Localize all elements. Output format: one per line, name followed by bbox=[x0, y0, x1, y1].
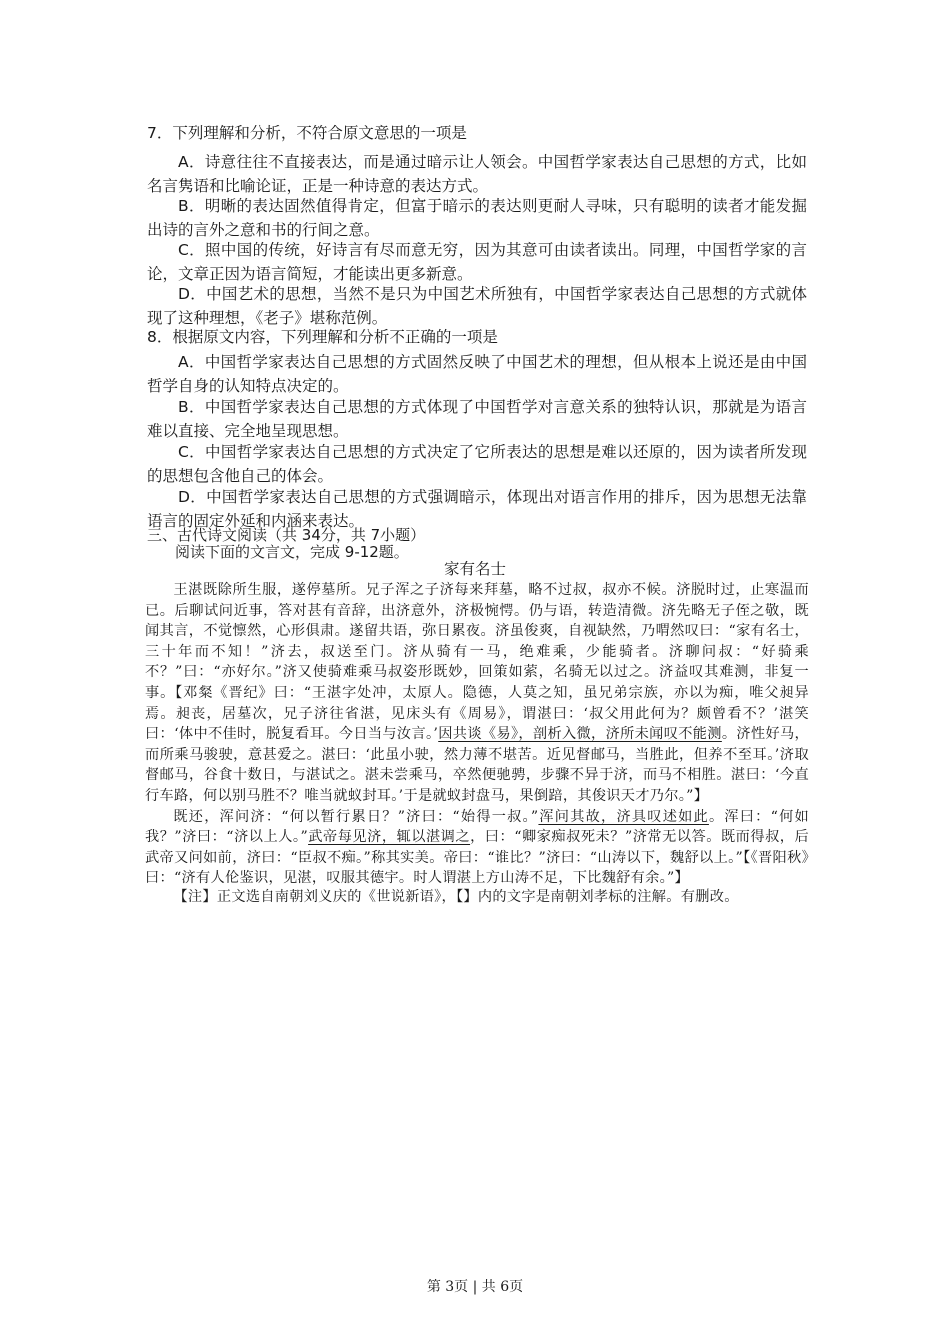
passage-paragraph-1: 王湛既除所生服，遂停墓所。兄子浑之子济每来拜墓，略不过叔，叔亦不候。济脱时过，止寒温而已。后聊试问近事，答对甚有音辞，出济意外，济极惋愕。仍与语，转造清微。济先略无子侄之敬，既闻其言，不觉懔然，心形俱肃。遂留共语，弥日累夜。济虽俊爽，自视缺然，乃喟然叹曰：“家有名士，三十年而不知！”济去，叔送至门。济从骑有一马，绝难乘，少能骑者。济聊问叔：“好骑乘不？”曰：“亦好尔。”济又使骑难乘马叔姿形既妙，回策如萦，名骑无以过之。济益叹其难测，非复一事。【邓粲《晋纪》曰：“王湛字处冲，太原人。隐德，人莫之知，虽兄弟宗族，亦以为痴，唯父昶异焉。昶丧，居墓次，兄子济往省湛，见床头有《周易》，谓湛曰：‘叔父用此何为？颇曾看不？’湛笑曰：‘体中不佳时，脱复看耳。今日当与汝言。’因共谈《易》，剖析入微，济所未闻叹不能测。济性好马，而所乘马骏驶，意甚爱之。湛曰：‘此虽小驶，然力薄不堪苦。近见督邮马，当胜此，但养不至耳。’济取督邮马，谷食十数日，与湛试之。湛未尝乘马，卒然便驰骋，步骤不异于济，而马不相胜。湛曰：‘今直行车路，何以别马胜不？唯当就蚁封耳。’于是就蚁封盘马，果倒踣，其俊识天才乃尔。”】 bbox=[145, 582, 809, 804]
question-8-option-d: D．中国哲学家表达自己思想的方式强调暗示，体现出对语言作用的排斥，因为思想无法靠语言的固定外延和内涵来表达。 bbox=[147, 488, 807, 530]
passage-note: 【注】正文选自南朝刘义庆的《世说新语》，【】内的文字是南朝刘孝标的注解。有删改。 bbox=[173, 889, 739, 905]
underlined-sentence: 浑问其故，济具叹述如此 bbox=[538, 808, 709, 825]
question-8-option-a: A．中国哲学家表达自己思想的方式固然反映了中国艺术的理想，但从根本上说还是由中国哲学自身的认知特点决定的。 bbox=[147, 353, 807, 395]
passage-body bbox=[145, 580, 809, 889]
section-3-heading: 三、古代诗文阅读（共 34分，共 7小题） bbox=[147, 526, 426, 544]
passage-title: 家有名士 bbox=[443, 560, 506, 578]
question-8-title: 8．根据原文内容，下列理解和分析不正确的一项是 bbox=[147, 328, 498, 346]
underlined-sentence: 因共谈《易》，剖析入微，济所未闻叹不能测 bbox=[438, 726, 722, 743]
passage-paragraph-2: 既还，浑问济：“何以暂行累日？”济曰：“始得一叔。”浑问其故，济具叹述如此。浑曰：“何如我？”济曰：“济以上人。”武帝每见济，辄以湛调之，曰：“卿家痴叔死未？”济常无以答。既而得叔，后武帝又问如前，济曰：“臣叔不痴。”称其实美。帝曰：“谁比？”济曰：“山涛以下，魏舒以上。”【《晋阳秋》曰：“济有人伦鉴识，见湛，叹服其德宇。时人谓湛上方山涛不足，下比魏舒有余。”】 bbox=[145, 808, 809, 887]
page-footer: 第 3页 | 共 6页 bbox=[426, 1279, 524, 1295]
question-8-option-c: C．中国哲学家表达自己思想的方式决定了它所表达的思想是难以还原的，因为读者所发现的思想包含他自己的体会。 bbox=[147, 443, 807, 485]
question-7-option-d: D．中国艺术的思想，当然不是只为中国艺术所独有，中国哲学家表达自己思想的方式就体现了这种理想，《老子》堪称范例。 bbox=[147, 285, 807, 327]
question-7-option-c: C．照中国的传统，好诗言有尽而意无穷，因为其意可由读者读出。同理，中国哲学家的言论，文章正因为语言简短，才能读出更多新意。 bbox=[147, 241, 807, 283]
question-7-option-b: B．明晰的表达固然值得肯定，但富于暗示的表达则更耐人寻味，只有聪明的读者才能发掘出诗的言外之意和书的行间之意。 bbox=[147, 197, 807, 239]
question-8-option-b: B．中国哲学家表达自己思想的方式体现了中国哲学对言意关系的独特认识，那就是为语言难以直接、完全地呈现思想。 bbox=[147, 398, 807, 440]
question-7-title: 7．下列理解和分析，不符合原文意思的一项是 bbox=[147, 124, 467, 142]
section-3-instruction: 阅读下面的文言文，完成 9-12题。 bbox=[175, 543, 409, 561]
question-7-option-a: A．诗意往往不直接表达，而是通过暗示让人领会。中国哲学家表达自己思想的方式，比如名言隽语和比喻论证，正是一种诗意的表达方式。 bbox=[147, 153, 807, 195]
underlined-sentence: 武帝每见济，辄以湛调之 bbox=[308, 829, 471, 846]
